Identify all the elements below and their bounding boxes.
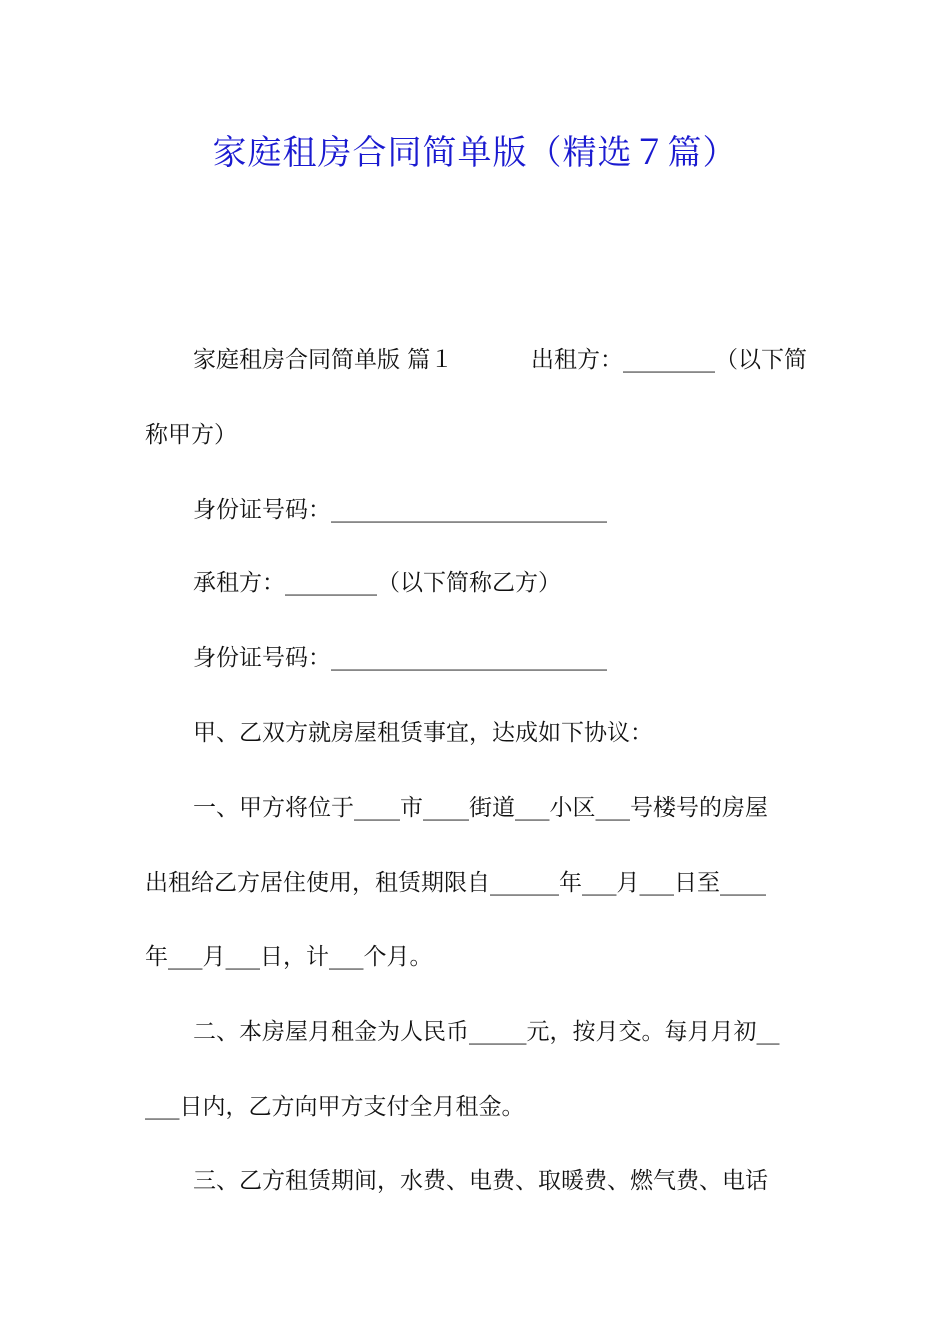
- section-heading: 家庭租房合同简单版 篇１: [193, 347, 454, 373]
- clause-2-line-1: 二、本房屋月租金为人民币_____元，按月交。每月月初__: [193, 1019, 780, 1045]
- lessee-field: 承租方：________（以下简称乙方）: [193, 570, 561, 596]
- agreement-intro: 甲、乙双方就房屋租赁事宜，达成如下协议：: [193, 720, 653, 746]
- clause-3-line-1: 三、乙方租赁期间，水费、电费、取暖费、燃气费、电话: [193, 1168, 768, 1194]
- lessee-id-field: 身份证号码：________________________: [193, 645, 607, 671]
- paragraph-1-line-2: 称甲方）: [145, 422, 237, 448]
- clause-1-line-2: 出租给乙方居住使用，租赁期限自______年___月___日至____: [145, 870, 766, 896]
- clause-1-line-3: 年___月___日，计___个月。: [145, 944, 433, 970]
- lessor-field: 出租方：________（以下简: [531, 347, 807, 373]
- clause-1-line-1: 一、甲方将位于____市____街道___小区___号楼号的房屋: [193, 795, 768, 821]
- clause-2-line-2: ___日内，乙方向甲方支付全月租金。: [145, 1094, 525, 1120]
- lessor-id-field: 身份证号码：________________________: [193, 497, 607, 523]
- document-title: 家庭租房合同简单版（精选７篇）: [212, 133, 738, 173]
- paragraph-1-line-1: [193, 345, 807, 375]
